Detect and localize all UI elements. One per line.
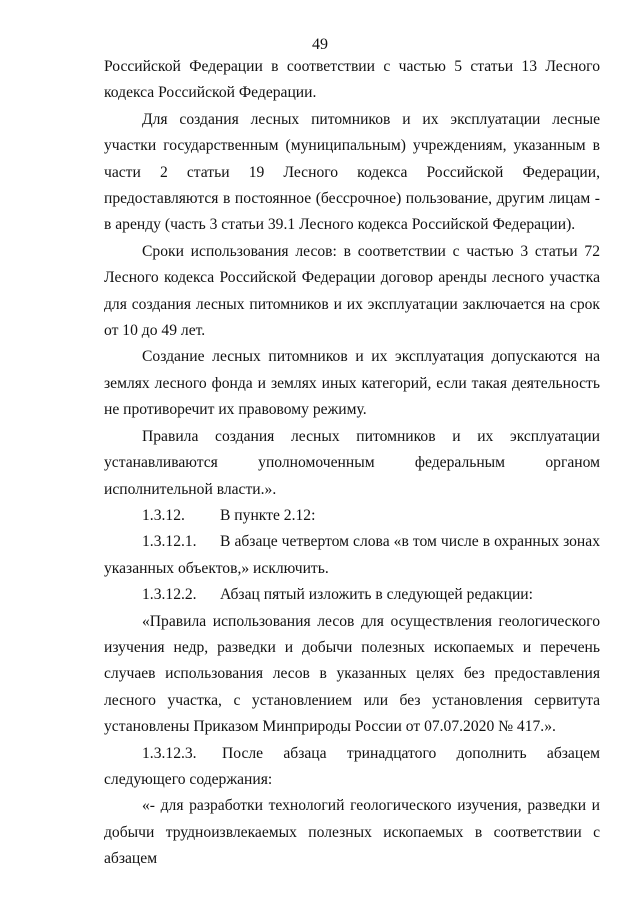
item-1-3-12 [104,503,600,529]
item-number: 1.3.12.2. [142,586,197,604]
page-number: 49 [312,36,328,53]
paragraph-nursery-rules: Правила создания лесных питомников и их эксплуатации устанавливаются уполномоченным федеральным органом исполнительной власти.». [104,427,600,498]
item-text: Абзац пятый изложить в следующей редакции: [220,586,533,604]
paragraph-lease-terms: Сроки использования лесов: в соответствии с частью 3 статьи 72 Лесного кодекса Российской Федерации договор аренды лесного участка для создания лесных питомников и их эксплуатации заключается на срок от 10 до 49 лет. [104,242,600,340]
item-text: После абзаца тринадцатого дополнить абзацем следующего содержания: [104,744,600,788]
item-1-3-12-3 [104,741,600,794]
paragraph-new-paragraph: «- для разработки технологий геологического изучения, разведки и добычи трудноизвлекаемых полезных ископаемых в соответствии с абзацем [104,797,600,868]
item-number: 1.3.12.3. [142,744,197,762]
item-text: В абзаце четвертом слова «в том числе в охранных зонах указанных объектов,» исключить. [104,533,600,577]
item-number: 1.3.12. [142,506,185,524]
item-1-3-12-1 [104,529,600,582]
paragraph-land-plots: Для создания лесных питомников и их эксплуатации лесные участки государственным (муниципальным) учреждениям, указанным в части 2 статьи 19 Лесного кодекса Российской Федерации, предоставляются в постоянное (бессрочное) пользование, другим лицам - в аренду (часть 3 статьи 39.1 Лесного кодекса Российской Федерации). [104,110,600,234]
paragraph-continuation: Российской Федерации в соответствии с частью 5 статьи 13 Лесного кодекса Российской Федерации. [104,58,600,102]
document-body [104,54,600,873]
item-number: 1.3.12.1. [142,533,197,551]
paragraph-nursery-lands: Создание лесных питомников и их эксплуатация допускаются на землях лесного фонда и землях иных категорий, если такая деятельность не противоречит их правовому режиму. [104,348,600,419]
paragraph-quoted-rules: «Правила использования лесов для осуществления геологического изучения недр, разведки и добычи полезных ископаемых и перечень случаев использования лесов в указанных целях без предоставления лесного участка, с установлением или без установления сервитута установлены Приказом Минприроды России от 07.07.2020 № 417.». [104,612,600,736]
item-text: В пункте 2.12: [220,506,316,524]
item-1-3-12-2 [104,582,600,608]
